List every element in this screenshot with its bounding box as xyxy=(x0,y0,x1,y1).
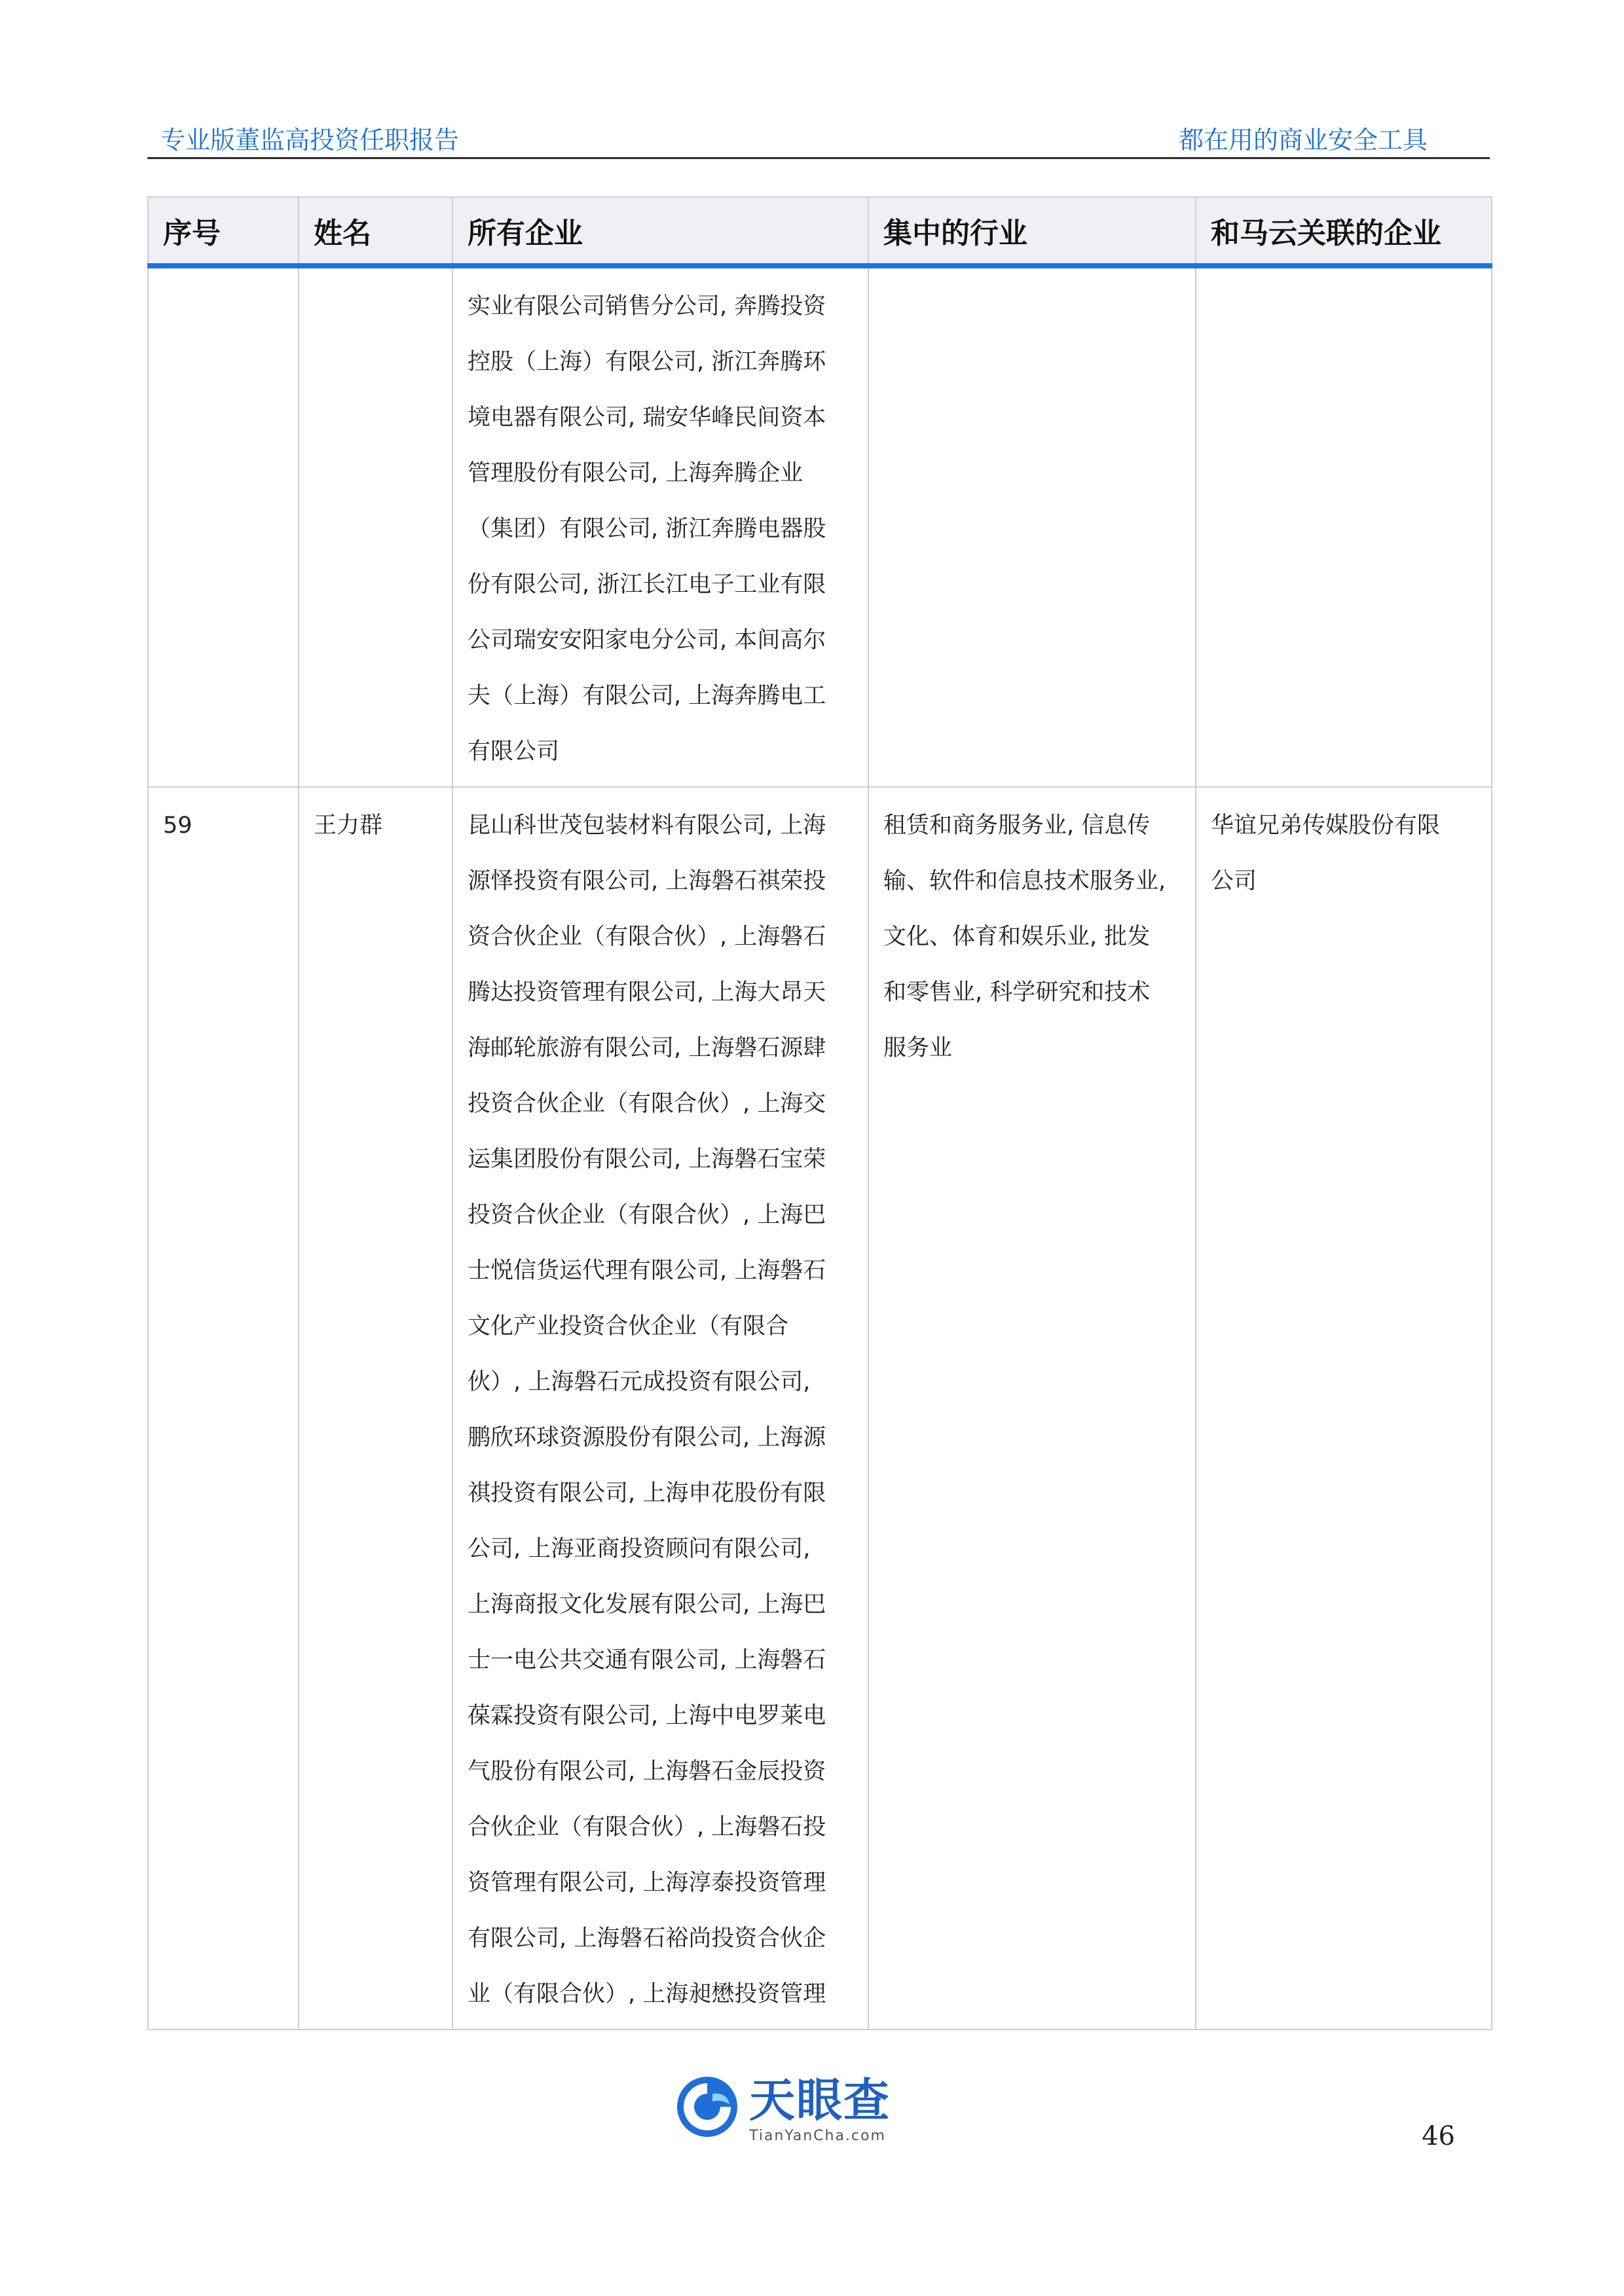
row-companies-cell-text xyxy=(468,279,853,780)
column-header-name: 姓名 xyxy=(299,197,452,266)
text-line: 昆山科世茂包装材料有限公司, 上海 xyxy=(468,812,826,839)
header-divider xyxy=(147,157,1490,159)
text-line: 公司, 上海亚商投资顾问有限公司, xyxy=(468,1536,811,1562)
page-number: 46 xyxy=(1422,2121,1455,2151)
table-header-row xyxy=(148,197,1492,266)
tianyancha-logo-icon xyxy=(674,2074,740,2140)
text-line: 鹏欣环球资源股份有限公司, 上海源 xyxy=(468,1425,826,1451)
row-companies-cell xyxy=(452,266,868,787)
column-header-companies: 所有企业 xyxy=(452,197,868,266)
text-line: 有限公司, 上海磐石裕尚投资合伙企 xyxy=(468,1925,826,1952)
table-row xyxy=(148,787,1492,2030)
text-line: 资合伙企业（有限合伙）, 上海磐石 xyxy=(468,924,826,950)
row-companies-cell-text xyxy=(468,798,853,2022)
text-line: 份有限公司, 浙江长江电子工业有限 xyxy=(468,572,826,598)
text-line: 腾达投资管理有限公司, 上海大昂天 xyxy=(468,979,826,1006)
text-line: 运集团股份有限公司, 上海磐石宝荣 xyxy=(468,1146,826,1173)
row-related-cell-text xyxy=(1211,798,1477,909)
column-header-industries: 集中的行业 xyxy=(868,197,1196,266)
row-name-cell xyxy=(299,266,452,787)
text-line: 公司 xyxy=(1211,868,1257,894)
text-line: 伙）, 上海磐石元成投资有限公司, xyxy=(468,1369,811,1395)
report-title: 专业版董监高投资任职报告 xyxy=(160,126,460,155)
text-line: 业（有限合伙）, 上海昶懋投资管理 xyxy=(468,1981,826,2007)
row-index-cell: 59 xyxy=(148,787,299,2030)
text-line: 海邮轮旅游有限公司, 上海磐石源肆 xyxy=(468,1035,826,1061)
brand-domain: TianYanCha.com xyxy=(749,2128,886,2144)
text-line: 气股份有限公司, 上海磐石金辰投资 xyxy=(468,1758,826,1785)
row-industries-cell xyxy=(868,787,1196,2030)
text-line: （集团）有限公司, 浙江奔腾电器股 xyxy=(468,516,826,542)
text-line: 控股（上海）有限公司, 浙江奔腾环 xyxy=(468,349,826,375)
text-line: 管理股份有限公司, 上海奔腾企业 xyxy=(468,460,803,486)
row-industries-cell xyxy=(868,266,1196,787)
text-line: 输、软件和信息技术服务业, xyxy=(883,868,1166,894)
report-slogan: 都在用的商业安全工具 xyxy=(1178,126,1428,155)
column-header-related: 和马云关联的企业 xyxy=(1196,197,1492,266)
text-line: 合伙企业（有限合伙）, 上海磐石投 xyxy=(468,1814,826,1840)
column-header-index: 序号 xyxy=(148,197,299,266)
text-line: 租赁和商务服务业, 信息传 xyxy=(883,812,1151,839)
text-line: 夫（上海）有限公司, 上海奔腾电工 xyxy=(468,683,826,709)
text-line: 葆霖投资有限公司, 上海中电罗莱电 xyxy=(468,1703,826,1729)
text-line: 公司瑞安安阳家电分公司, 本间高尔 xyxy=(468,627,826,653)
text-line: 投资合伙企业（有限合伙）, 上海巴 xyxy=(468,1202,826,1228)
brand-logo xyxy=(674,2074,917,2146)
text-line: 文化、体育和娱乐业, 批发 xyxy=(883,924,1151,950)
text-line: 文化产业投资合伙企业（有限合 xyxy=(468,1313,789,1339)
row-name-cell: 王力群 xyxy=(299,787,452,2030)
text-line: 实业有限公司销售分公司, 奔腾投资 xyxy=(468,293,826,319)
text-line: 士一电公共交通有限公司, 上海磐石 xyxy=(468,1647,826,1673)
row-index-cell xyxy=(148,266,299,787)
row-related-cell xyxy=(1196,266,1492,787)
text-line: 和零售业, 科学研究和技术 xyxy=(883,979,1151,1006)
text-line: 源怿投资有限公司, 上海磐石祺荣投 xyxy=(468,868,826,894)
row-related-cell xyxy=(1196,787,1492,2030)
text-line: 服务业 xyxy=(883,1035,953,1061)
brand-name: 天眼查 xyxy=(749,2073,891,2127)
table-body xyxy=(148,266,1492,2030)
text-line: 华谊兄弟传媒股份有限 xyxy=(1211,812,1441,839)
text-line: 资管理有限公司, 上海淳泰投资管理 xyxy=(468,1870,826,1896)
text-line: 境电器有限公司, 瑞安华峰民间资本 xyxy=(468,405,826,431)
row-companies-cell xyxy=(452,787,868,2030)
text-line: 上海商报文化发展有限公司, 上海巴 xyxy=(468,1592,826,1618)
text-line: 祺投资有限公司, 上海申花股份有限 xyxy=(468,1480,826,1506)
executives-table xyxy=(147,196,1492,2030)
row-industries-cell-text xyxy=(883,798,1181,1076)
text-line: 有限公司 xyxy=(468,738,560,765)
table-row xyxy=(148,266,1492,787)
text-line: 士悦信货运代理有限公司, 上海磐石 xyxy=(468,1258,826,1284)
text-line: 投资合伙企业（有限合伙）, 上海交 xyxy=(468,1091,826,1117)
